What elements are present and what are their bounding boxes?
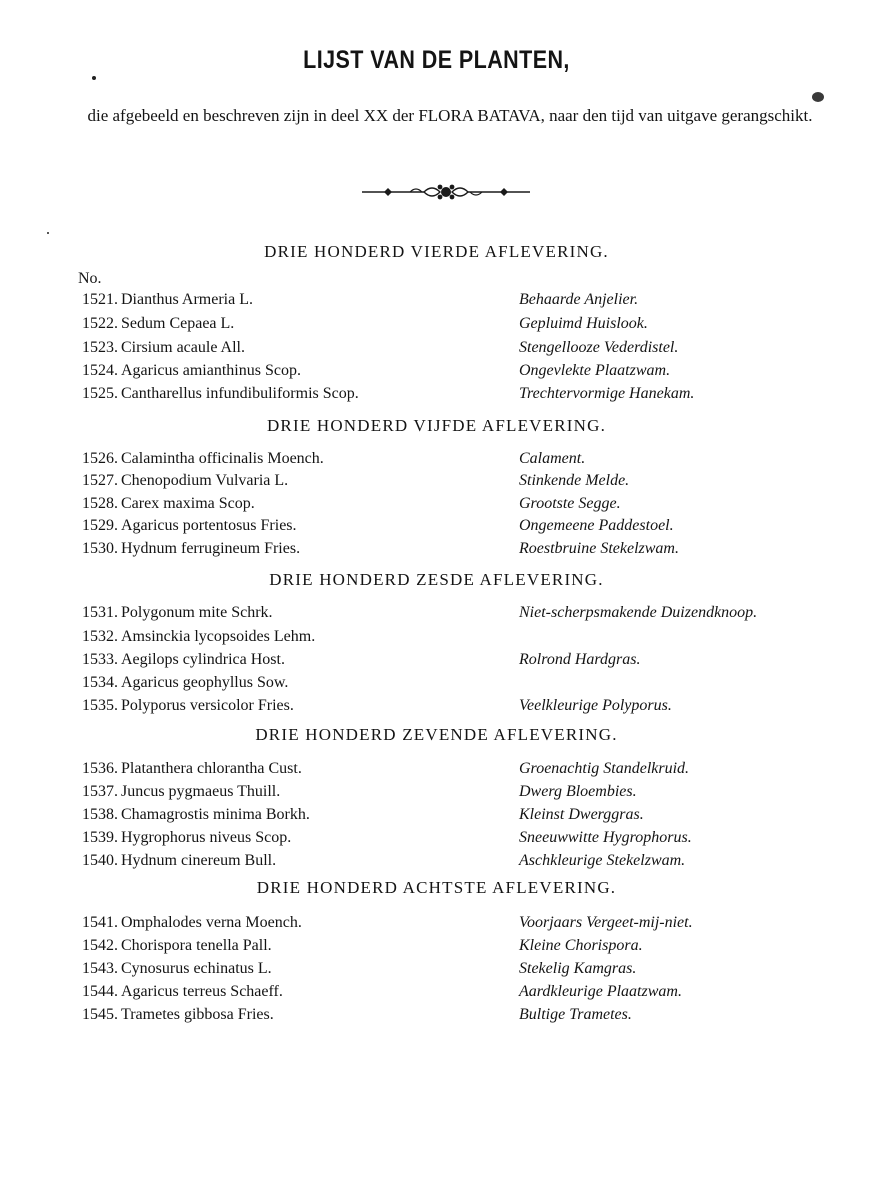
list-item [0, 313, 873, 335]
entry-number: 1527. [82, 472, 118, 489]
scientific-name: Omphalodes verna Moench. [121, 914, 302, 931]
scientific-name: Agaricus geophyllus Sow. [121, 674, 289, 691]
section-heading: DRIE HONDERD ZESDE AFLEVERING. [269, 570, 604, 589]
entry-number: 1531. [82, 604, 118, 621]
entry-number: 1524. [82, 362, 118, 379]
entry-number: 1532. [82, 628, 118, 645]
common-name: Groenachtig Standelkruid. [519, 760, 690, 777]
list-item [0, 448, 873, 470]
list-item [0, 958, 873, 980]
common-name: Kleinst Dwerggras. [519, 806, 644, 823]
common-name: Roestbruine Stekelzwam. [519, 540, 679, 557]
list-item [0, 602, 873, 624]
scientific-name: Cantharellus infundibuliformis Scop. [121, 385, 359, 402]
common-name: Ongemeene Paddestoel. [519, 517, 674, 534]
entry-number: 1537. [82, 783, 118, 800]
entry-number: 1544. [82, 983, 118, 1000]
scientific-name: Hydnum ferrugineum Fries. [121, 540, 301, 557]
entry-number: 1539. [82, 829, 118, 846]
entry-number: 1543. [82, 960, 118, 977]
ink-speck [47, 232, 49, 234]
common-name: Kleine Chorispora. [519, 937, 643, 954]
page-subtitle: die afgebeeld en beschreven zijn in deel XX der FLORA BATAVA, naar den tijd van uitgave gerangschikt. [87, 106, 813, 125]
scientific-name: Agaricus portentosus Fries. [121, 517, 297, 534]
list-item [0, 804, 873, 826]
scientific-name: Juncus pygmaeus Thuill. [121, 783, 281, 800]
entry-number: 1523. [82, 339, 118, 356]
scientific-name: Cynosurus echinatus L. [121, 960, 272, 977]
entry-number: 1534. [82, 674, 118, 691]
common-name: Behaarde Anjelier. [519, 291, 639, 308]
entry-number: 1525. [82, 385, 118, 402]
scientific-name: Polyporus versicolor Fries. [121, 697, 294, 714]
ink-speck [812, 92, 824, 102]
scientific-name: Platanthera chlorantha Cust. [121, 760, 302, 777]
common-name: Niet-scherpsmakende Duizendknoop. [519, 604, 758, 621]
entry-number: 1522. [82, 315, 118, 332]
list-item [0, 981, 873, 1003]
entry-number: 1533. [82, 651, 118, 668]
list-item [0, 758, 873, 780]
scientific-name: Agaricus amianthinus Scop. [121, 362, 301, 379]
list-item [0, 383, 873, 405]
entry-number: 1529. [82, 517, 118, 534]
list-item [0, 781, 873, 803]
list-item [0, 649, 873, 671]
section-heading: DRIE HONDERD VIJFDE AFLEVERING. [266, 416, 607, 435]
common-name: Sneeuwwitte Hygrophorus. [519, 829, 692, 846]
scientific-name: Chenopodium Vulvaria L. [121, 472, 289, 489]
scientific-name: Chamagrostis minima Borkh. [121, 806, 310, 823]
list-item [0, 493, 873, 515]
entry-number: 1542. [82, 937, 118, 954]
list-item [0, 360, 873, 382]
common-name: Ongevlekte Plaatzwam. [519, 362, 671, 379]
common-name: Dwerg Bloembies. [519, 783, 637, 800]
scientific-name: Aegilops cylindrica Host. [121, 651, 285, 668]
common-name: Stinkende Melde. [519, 472, 630, 489]
scientific-name: Amsinckia lycopsoides Lehm. [121, 628, 316, 645]
ornament-divider-icon [362, 182, 530, 202]
list-item [0, 912, 873, 934]
scientific-name: Polygonum mite Schrk. [121, 604, 273, 621]
common-name: Bultige Trametes. [519, 1006, 632, 1023]
entry-number: 1540. [82, 852, 118, 869]
list-item [0, 515, 873, 537]
common-name: Veelkleurige Polyporus. [519, 697, 672, 714]
entry-number: 1526. [82, 450, 118, 467]
common-name: Aardkleurige Plaatzwam. [519, 983, 682, 1000]
list-item [0, 470, 873, 492]
list-item [0, 935, 873, 957]
scientific-name: Hydnum cinereum Bull. [121, 852, 277, 869]
scientific-name: Calamintha officinalis Moench. [121, 450, 324, 467]
scientific-name: Agaricus terreus Schaeff. [121, 983, 283, 1000]
entry-number: 1536. [82, 760, 118, 777]
scientific-name: Trametes gibbosa Fries. [121, 1006, 274, 1023]
scientific-name: Chorispora tenella Pall. [121, 937, 272, 954]
entry-number: 1545. [82, 1006, 118, 1023]
list-item [0, 827, 873, 849]
common-name: Aschkleurige Stekelzwam. [519, 852, 686, 869]
section-heading: DRIE HONDERD VIERDE AFLEVERING. [264, 242, 609, 261]
entry-number: 1538. [82, 806, 118, 823]
common-name: Stengellooze Vederdistel. [519, 339, 679, 356]
list-item [0, 1004, 873, 1026]
scientific-name: Sedum Cepaea L. [121, 315, 235, 332]
list-item [0, 672, 873, 694]
common-name: Grootste Segge. [519, 495, 621, 512]
number-column-label: No. [78, 270, 102, 287]
list-item [0, 538, 873, 560]
ink-speck [92, 76, 96, 80]
scientific-name: Hygrophorus niveus Scop. [121, 829, 292, 846]
entry-number: 1530. [82, 540, 118, 557]
list-item [0, 850, 873, 872]
common-name: Voorjaars Vergeet-mij-niet. [519, 914, 693, 931]
entry-number: 1528. [82, 495, 118, 512]
scientific-name: Carex maxima Scop. [121, 495, 255, 512]
list-item [0, 626, 873, 648]
list-item [0, 695, 873, 717]
common-name: Stekelig Kamgras. [519, 960, 637, 977]
common-name: Rolrond Hardgras. [519, 651, 641, 668]
list-item [0, 289, 873, 311]
list-item [0, 337, 873, 359]
page-title: LIJST VAN DE PLANTEN, [303, 46, 570, 74]
section-heading: DRIE HONDERD ACHTSTE AFLEVERING. [256, 878, 617, 897]
scientific-name: Cirsium acaule All. [121, 339, 245, 356]
entry-number: 1521. [82, 291, 118, 308]
common-name: Trechtervormige Hanekam. [519, 385, 695, 402]
entry-number: 1535. [82, 697, 118, 714]
common-name: Calament. [519, 450, 586, 467]
section-heading: DRIE HONDERD ZEVENDE AFLEVERING. [255, 725, 618, 744]
scientific-name: Dianthus Armeria L. [121, 291, 253, 308]
entry-number: 1541. [82, 914, 118, 931]
common-name: Gepluimd Huislook. [519, 315, 648, 332]
